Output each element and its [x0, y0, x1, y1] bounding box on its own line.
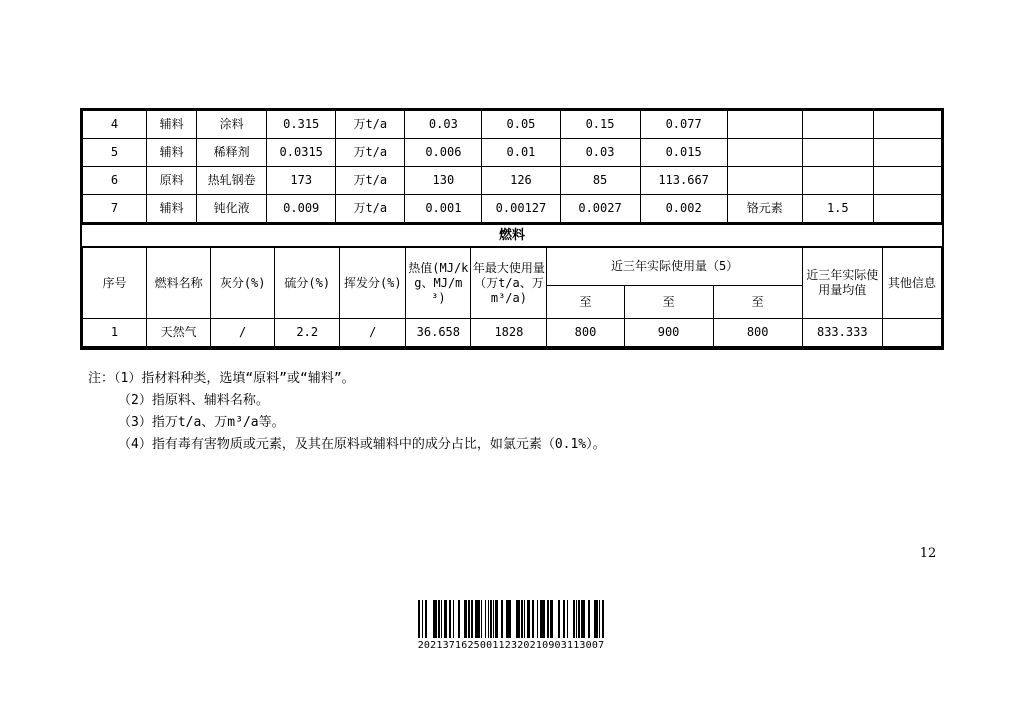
table-cell: 0.009: [267, 195, 336, 223]
table-cell: 173: [267, 167, 336, 195]
table-cell: [727, 111, 802, 139]
table-cell: [727, 139, 802, 167]
notes-block: [88, 368, 606, 456]
table-cell: 热轧钢卷: [197, 167, 267, 195]
table-cell: 6: [83, 167, 147, 195]
table-cell: [873, 139, 941, 167]
table-cell: 1828: [471, 319, 547, 347]
table-cell: 85: [560, 167, 640, 195]
table-cell: [873, 167, 941, 195]
table-row: [83, 167, 942, 195]
table-cell: 万t/a: [336, 195, 405, 223]
table-row: [83, 195, 942, 223]
column-header-annual-max: 年最大使用量（万t/a、万m³/a): [471, 248, 547, 319]
note-line: （3）指万t/a、万m³/a等。: [118, 415, 285, 430]
table-cell: 2.2: [275, 319, 340, 347]
table-cell: 0.002: [640, 195, 727, 223]
table-cell: 0.315: [267, 111, 336, 139]
column-header-fuel-name: 燃料名称: [147, 248, 211, 319]
table-cell: 0.077: [640, 111, 727, 139]
table-cell: 0.03: [405, 111, 482, 139]
table-cell: 130: [405, 167, 482, 195]
note-text: （1）指材料种类，选填“原料”或“辅料”。: [114, 371, 355, 386]
table-cell: 稀释剂: [197, 139, 267, 167]
column-subheader-to: 至: [713, 286, 802, 319]
table-cell: [873, 111, 941, 139]
table-cell: 0.006: [405, 139, 482, 167]
table-cell: 涂料: [197, 111, 267, 139]
table-cell: 万t/a: [336, 111, 405, 139]
column-header-recent-three-years: 近三年实际使用量（5）: [547, 248, 802, 286]
table-cell: 0.15: [560, 111, 640, 139]
table-cell: 辅料: [147, 139, 197, 167]
table-cell: [727, 167, 802, 195]
table-cell: 铬元素: [727, 195, 802, 223]
column-header-heat-value: 热值(MJ/kg、MJ/m³): [406, 248, 471, 319]
table-cell: 辅料: [147, 195, 197, 223]
table-cell: 126: [482, 167, 560, 195]
barcode-number: 202137162500112320210903113007: [417, 640, 605, 651]
permit-table: [80, 108, 944, 350]
table-cell: 0.01: [482, 139, 560, 167]
table-cell: 800: [713, 319, 802, 347]
column-header-volatile: 挥发分(%): [340, 248, 406, 319]
table-cell: 833.333: [802, 319, 882, 347]
table-cell: 113.667: [640, 167, 727, 195]
table-cell: [802, 167, 873, 195]
table-cell: 0.015: [640, 139, 727, 167]
table-cell: 1: [83, 319, 147, 347]
table-cell: 900: [624, 319, 713, 347]
column-header-sulfur: 硫分(%): [275, 248, 340, 319]
barcode: [417, 600, 605, 653]
table-cell: 0.001: [405, 195, 482, 223]
table-cell: 钝化液: [197, 195, 267, 223]
table-cell: 800: [547, 319, 624, 347]
fuel-table: [82, 247, 942, 347]
table-cell: 0.00127: [482, 195, 560, 223]
table-cell: /: [340, 319, 406, 347]
column-subheader-to: 至: [547, 286, 624, 319]
table-row: [83, 139, 942, 167]
column-header-recent-avg: 近三年实际使用量均值: [802, 248, 882, 319]
table-cell: 原料: [147, 167, 197, 195]
table-cell: [873, 195, 941, 223]
fuel-section-label: 燃料: [82, 223, 942, 247]
column-subheader-to: 至: [624, 286, 713, 319]
notes-label: 注：: [88, 371, 115, 386]
table-cell: 天然气: [147, 319, 211, 347]
column-header-ash: 灰分(%): [211, 248, 275, 319]
page-number: 12: [919, 546, 937, 561]
table-cell: 0.0315: [267, 139, 336, 167]
note-line: （4）指有毒有害物质或元素，及其在原料或辅料中的成分占比，如氯元素（0.1%）。: [118, 437, 606, 452]
barcode-bars: [417, 600, 605, 638]
table-cell: [802, 139, 873, 167]
table-cell: [882, 319, 941, 347]
table-cell: 0.03: [560, 139, 640, 167]
table-cell: 万t/a: [336, 167, 405, 195]
table-cell: 5: [83, 139, 147, 167]
note-line: [88, 368, 606, 390]
table-cell: 1.5: [802, 195, 873, 223]
table-cell: 辅料: [147, 111, 197, 139]
fuel-data-row: [83, 319, 942, 347]
table-cell: 4: [83, 111, 147, 139]
table-cell: [802, 111, 873, 139]
table-cell: 0.0027: [560, 195, 640, 223]
table-cell: 7: [83, 195, 147, 223]
table-cell: 万t/a: [336, 139, 405, 167]
table-cell: /: [211, 319, 275, 347]
materials-table: [82, 110, 942, 223]
fuel-header-row: [83, 248, 942, 286]
table-row: [83, 111, 942, 139]
table-cell: 0.05: [482, 111, 560, 139]
table-cell: 36.658: [406, 319, 471, 347]
column-header-seq: 序号: [83, 248, 147, 319]
note-line: （2）指原料、辅料名称。: [118, 393, 269, 408]
column-header-other-info: 其他信息: [882, 248, 941, 319]
